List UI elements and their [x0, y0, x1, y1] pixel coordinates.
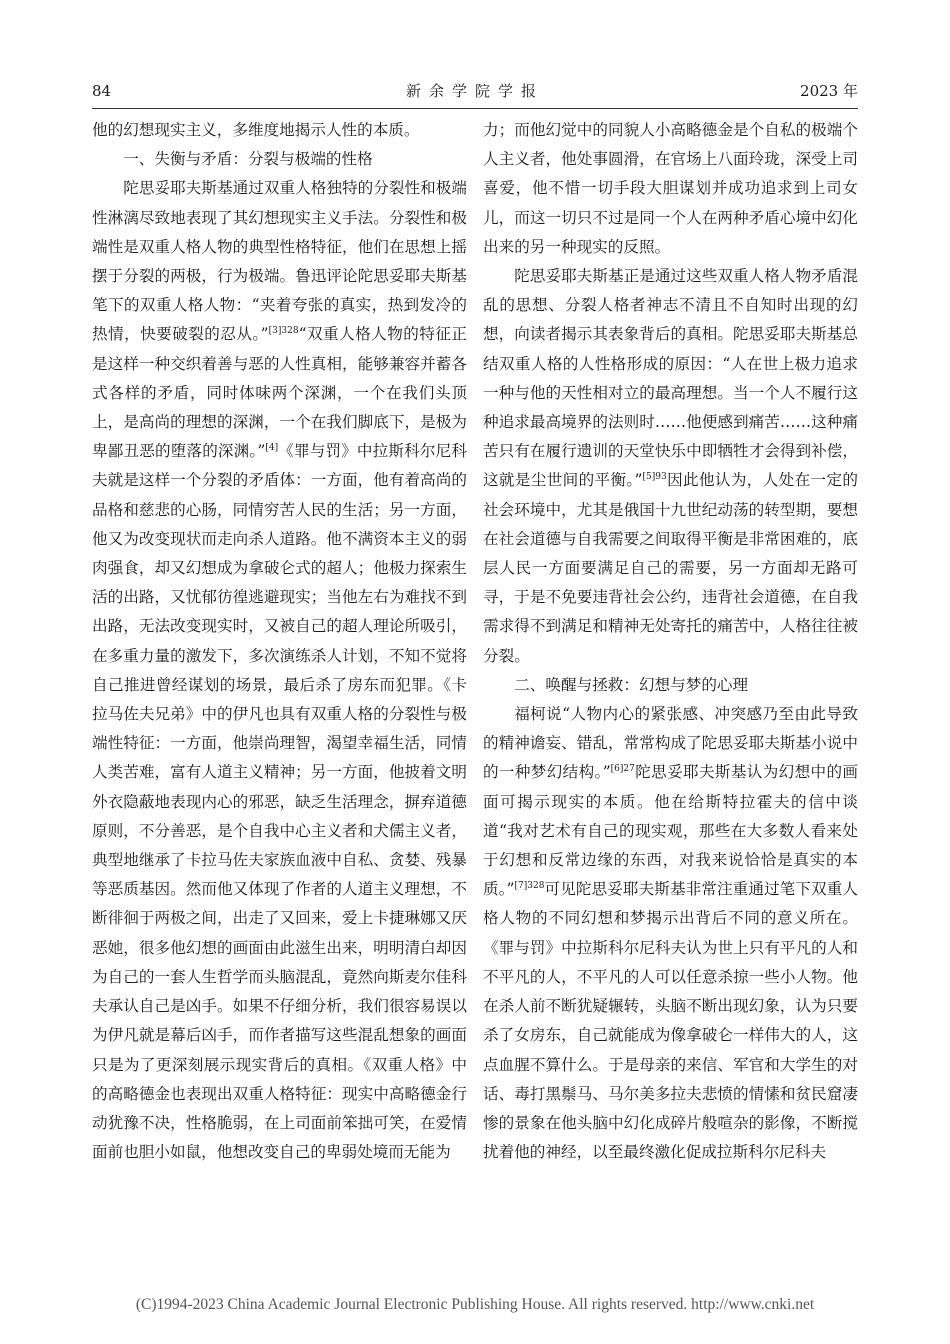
- citation-ref: [5]93: [642, 472, 667, 483]
- copyright-footer: (C)1994-2023 China Academic Journal Electronic Publishing House. All rights reserved. http://www.cnki.net: [135, 1296, 815, 1313]
- paragraph-text: 陀思妥耶夫斯基认为幻想中的画面可揭示现实的本质。他在给斯特拉霍夫的信中谈道“我对艺术有自己的现实观，那些在大多数人看来处于幻想和反常边缘的东西，对我来说恰恰是真实的本质。”: [483, 763, 858, 899]
- citation-ref: [7]328: [514, 881, 545, 892]
- citation-ref: [4]: [265, 443, 279, 454]
- publication-year: 2023 年: [800, 82, 858, 100]
- paragraph-text: 陀思妥耶夫斯基通过双重人格独特的分裂性和极端性淋漓尽致地表现了其幻想现实主义手法。分裂性和极端性是双重人格人物的典型性格特征，他们在思想上摇摆于分裂的两极，行为极端。鲁迅评论陀思妥耶夫斯基笔下的双重人格人物：“夹着夸张的真实，热到发冷的热情，快要破裂的忍从。”: [92, 179, 467, 344]
- citation-ref: [6]27: [610, 764, 635, 775]
- paragraph: [483, 262, 858, 671]
- journal-title: 新余学院学报: [405, 82, 544, 100]
- paragraph-text: 福柯说“人物内心的紧张感、冲突感乃至由此导致的精神谵妄、错乱，常常构成了陀思妥耶夫斯基小说中的一种梦幻结构。”: [483, 705, 858, 782]
- section-heading-2: 二、唤醒与拯救：幻想与梦的心理: [514, 675, 749, 694]
- paragraph: [92, 174, 467, 1167]
- paragraph-text: 因此他认为，人处在一定的社会环境中，尤其是俄国十九世纪动荡的转型期，要想在社会道德与自我需要之间取得平衡是非常困难的，底层人民一方面要满足自己的需要，另一方面却无路可寻，于是不免要违背社会公约，违背社会道德，在自我需求得不到满足和精神无处寄托的痛苦中，人格往往被分裂。: [483, 471, 858, 665]
- paragraph: [483, 700, 858, 1167]
- paragraph-text: “双重人格人物的特征正是这样一种交织着善与恶的人性真相，能够兼容并蓄各式各样的矛盾，同时体味两个深渊，一个在我们头顶上，是高尚的理想的深渊，一个在我们脚底下，是极为卑鄙丑恶的堕落的深渊。”: [92, 325, 467, 461]
- page-header: [92, 80, 858, 102]
- section-heading-1: 一、失衡与矛盾：分裂与极端的性格: [123, 150, 373, 169]
- paragraph: 力；而他幻觉中的同貌人小高略德金是个自私的极端个人主义者，他处事圆滑，在官场上八面玲珑，深受上司喜爱，他不惜一切手段大胆谋划并成功追求到上司女儿，而这一切只不过是同一个人在两种矛盾心境中幻化出来的另一种现实的反照。: [483, 121, 858, 256]
- paragraph-text: 可见陀思妥耶夫斯基非常注重通过笔下双重人格人物的不同幻想和梦揭示出背后不同的意义所在。《罪与罚》中拉斯科尔尼科夫认为世上只有平凡的人和不平凡的人，不平凡的人可以任意杀掠一些小人物。他在杀人前不断犹疑辗转，头脑不断出现幻象，认为只要杀了女房东，自己就能成为像拿破仑一样伟大的人，这点血腥不算什么。于是母亲的来信、军官和大学生的对话、毒打黑鬃马、马尔美多拉夫悲愤的情愫和贫民窟凄惨的景象在他头脑中幻化成碎片般喧杂的影像，不断搅扰着他的神经，以至最终激化促成拉斯科尔尼科夫: [483, 880, 858, 1162]
- right-column: [483, 116, 858, 1167]
- paragraph-text: 《罪与罚》中拉斯科尔尼科夫就是这样一个分裂的矛盾体：一方面，他有着高尚的品格和慈悲的心肠，同情穷苦人民的生活；另一方面，他又为改变现状而走向杀人道路。他不满资本主义的弱肉强食，却又幻想成为拿破仑式的超人；他极力探索生活的出路，又忧郁彷徨逃避现实；当他左右为难找不到出路，无法改变现实时，又被自己的超人理论所吸引，在多重力量的激发下，多次演练杀人计划，不知不觉将自己推进曾经谋划的场景，最后杀了房东而犯罪。《卡拉马佐夫兄弟》中的伊凡也具有双重人格的分裂性与极端性特征：一方面，他崇尚理智，渴望幸福生活，同情人类苦难，富有人道主义精神；另一方面，他披着文明外衣隐蔽地表现内心的邪恶，缺乏生活理念，摒弃道德原则，不分善恶，是个自我中心主义者和犬儒主义者，典型地继承了卡拉马佐夫家族血液中自私、贪婪、残暴等恶质基因。然而他又体现了作者的人道主义理想，不断徘徊于两极之间，出走了又回来，爱上卡捷琳娜又厌恶她，很多他幻想的画面由此滋生出来，明明清白却因为自己的一套人生哲学而头脑混乱，竟然向斯麦尔佳科夫承认自己是凶手。如果不仔细分析，我们很容易误以为伊凡就是幕后凶手，而作者描写这些混乱想象的画面只是为了更深刻展示现实背后的真相。《双重人格》中的高略德金也表现出双重人格特征：现实中高略德金行动犹豫不决，性格脆弱，在上司面前笨拙可笑，在爱情面前也胆小如鼠，他想改变自己的卑弱处境而无能为: [92, 442, 467, 1162]
- header-rule: [92, 108, 858, 109]
- paragraph: 他的幻想现实主义，多维度地揭示人性的本质。: [92, 121, 420, 139]
- page-number: 84: [92, 82, 112, 100]
- left-column: [92, 116, 467, 1167]
- paragraph-text: 陀思妥耶夫斯基正是通过这些双重人格人物矛盾混乱的思想、分裂人格者神志不清且不自知时出现的幻想，向读者揭示其表象背后的真相。陀思妥耶夫斯基总结双重人格的人性格形成的原因：“人在世上极力追求一种与他的天性相对立的最高理想。当一个人不履行这种追求最高境界的法则时……他便感到痛苦……这种痛苦只有在履行遗训的天堂快乐中即牺牲才会得到补偿，这就是尘世间的平衡。”: [483, 267, 858, 490]
- citation-ref: [3]328: [268, 326, 299, 337]
